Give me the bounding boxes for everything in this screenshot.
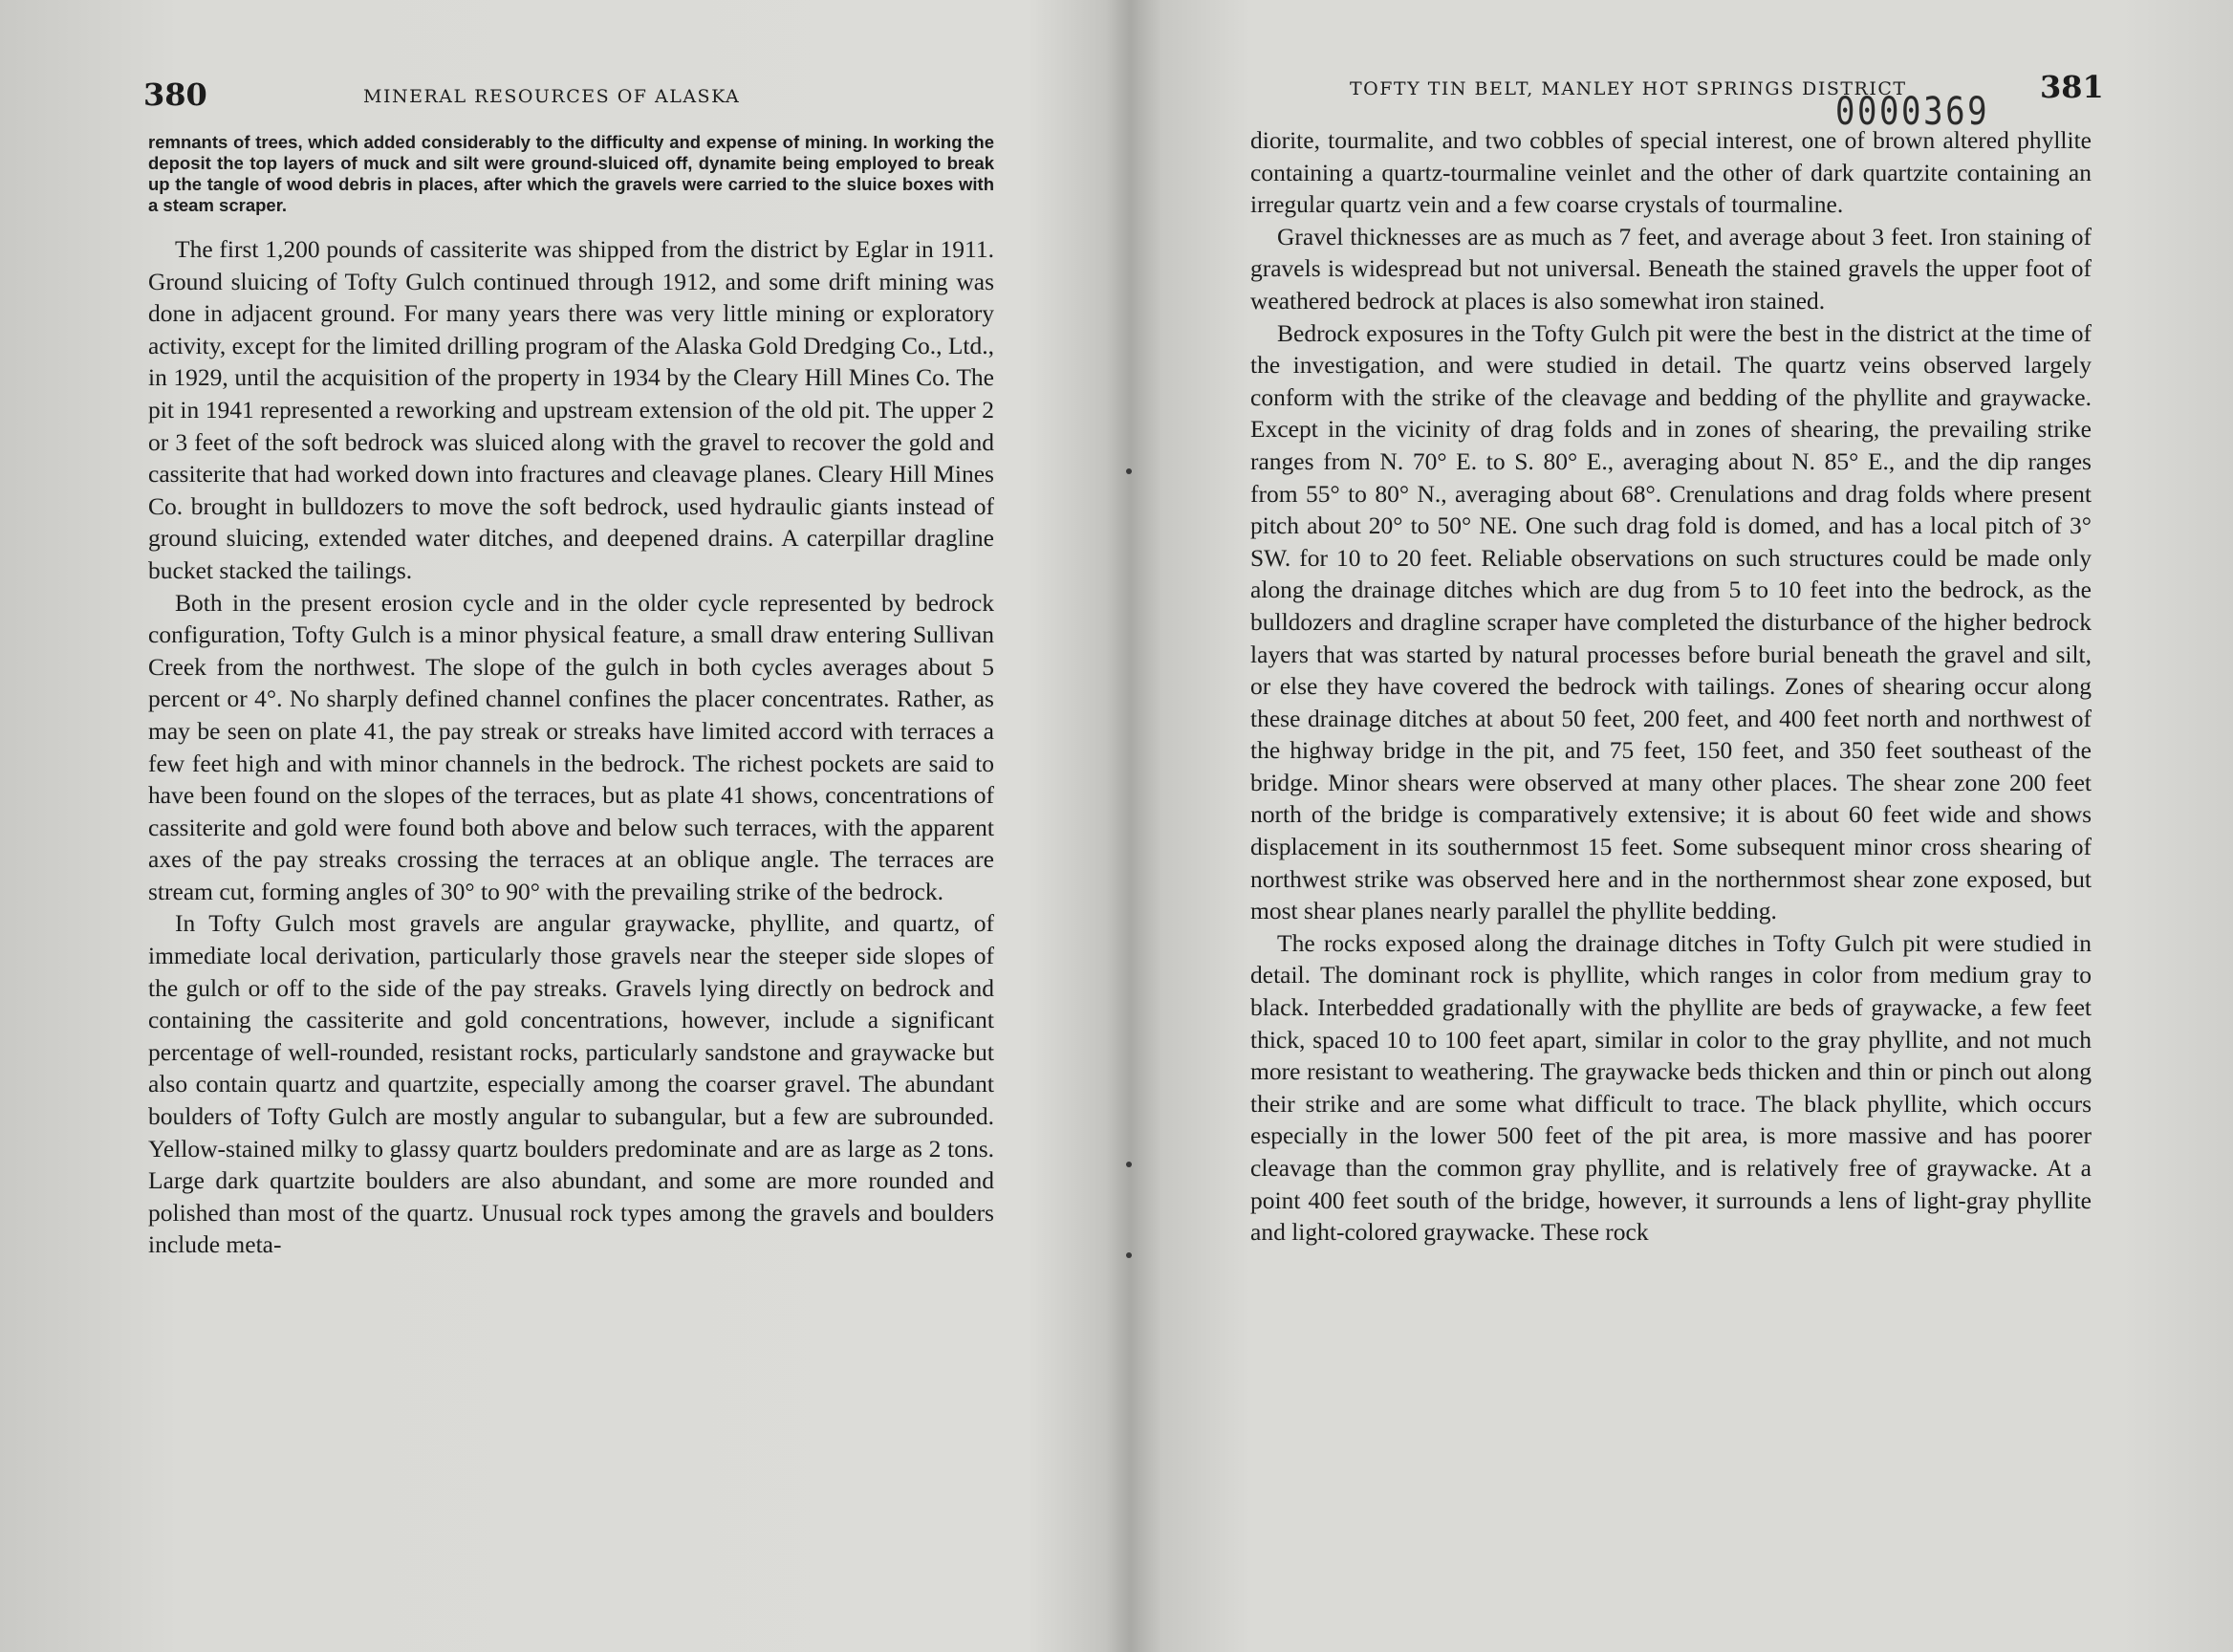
archive-stamp: 0000369	[1835, 90, 1990, 134]
page-number: 381	[2040, 69, 2104, 105]
right-page	[1116, 0, 2233, 1652]
binding-mark	[1126, 468, 1132, 474]
footnote-block: remnants of trees, which added considerably to the difficulty and expense of mining. In working the deposit the top layers of muck and silt were ground-sluiced off, dynamite being employed to break up the tangle of wood debris in places, after which the gravels were carried to the sluice boxes with a steam scraper.	[148, 132, 994, 215]
paragraph: The first 1,200 pounds of cassiterite was shipped from the district by Eglar in 1911. Ground sluicing of Tofty Gulch continued through 1912, and some drift mining was done in adjacent ground. For many years there was very little mining or exploratory activity, except for the limited drilling program of the Alaska Gold Dredging Co., Ltd., in 1929, until the acquisition of the property in 1934 by the Cleary Hill Mines Co. The pit in 1941 represented a reworking and upstream extension of the old pit. The upper 2 or 3 feet of the soft bedrock was sluiced along with the gravel to recover the gold and cassiterite that had worked down into fractures and cleavage planes. Cleary Hill Mines Co. brought in bulldozers to move the soft bedrock, used hydraulic giants instead of ground sluicing, extended water ditches, and deepened drains. A caterpillar dragline bucket stacked the tailings.	[148, 235, 994, 584]
paragraph: Gravel thicknesses are as much as 7 feet, and average about 3 feet. Iron staining of gravels is widespread but not universal. Beneath the stained gravels the upper foot of weathered bedrock at places is also somewhat iron stained.	[1250, 222, 2092, 315]
left-page	[0, 0, 1116, 1652]
binding-mark	[1126, 1162, 1132, 1167]
right-page-body	[1250, 124, 2092, 1249]
paragraph: In Tofty Gulch most gravels are angular graywacke, phyllite, and quartz, of immediate local derivation, particularly those gravels near the steeper side slopes of the gulch or off to the side of the pay streaks. Gravels lying directly on bedrock and containing the cassiterite and gold concentrations, however, include a significant percentage of well-rounded, resistant rocks, particularly sandstone and graywacke but also contain quartz and quartzite, especially among the coarser gravel. The abundant boulders of Tofty Gulch are mostly angular to subangular, but a few are subrounded. Yellow-stained milky to glassy quartz boulders predominate and are as large as 2 tons. Large dark quartzite boulders are also abundant, and some are more rounded and polished than most of the quartz. Unusual rock types among the gravels and boulders include meta-	[148, 909, 994, 1259]
binding-mark	[1126, 1252, 1132, 1258]
running-head: MINERAL RESOURCES OF ALASKA	[363, 86, 741, 107]
page-number: 380	[143, 76, 207, 113]
paragraph: The rocks exposed along the drainage ditches in Tofty Gulch pit were studied in detail. The dominant rock is phyllite, which ranges in color from medium gray to black. Interbedded gradationally with the phyllite are beds of graywacke, a few feet thick, spaced 10 to 100 feet apart, similar in color to the gray phyllite, and not much more resistant to weathering. The graywacke beds thicken and thin or pinch out along their strike and are some what difficult to trace. The black phyllite, which occurs especially in the lower 500 feet of the pit area, is more massive and has poorer cleavage than the common gray phyllite, and is relatively free of graywacke. At a point 400 feet south of the bridge, however, it surrounds a lens of light-gray phyllite and light-colored graywacke. These rock	[1250, 928, 2092, 1247]
left-page-body	[148, 132, 994, 1261]
paragraph: diorite, tourmalite, and two cobbles of special interest, one of brown altered phyllite containing a quartz-tourmaline veinlet and the other of dark quartzite containing an irregular quartz vein and a few coarse crystals of tourmaline.	[1250, 126, 2092, 219]
paragraph: Both in the present erosion cycle and in the older cycle represented by bedrock configuration, Tofty Gulch is a minor physical feature, a small draw entering Sullivan Creek from the northwest. The slope of the gulch in both cycles averages about 5 percent or 4°. No sharply defined channel confines the placer concentrates. Rather, as may be seen on plate 41, the pay streak or streaks have limited accord with terraces a few feet high and with minor channels in the bedrock. The richest pockets are said to have been found on the slopes of the terraces, but as plate 41 shows, concentrations of cassiterite and gold were found both above and below such terraces, with the apparent axes of the pay streaks crossing the terraces at an oblique angle. The terraces are stream cut, forming angles of 30° to 90° with the prevailing strike of the bedrock.	[148, 588, 994, 905]
running-head: TOFTY TIN BELT, MANLEY HOT SPRINGS DISTRICT	[1350, 78, 1907, 99]
paragraph: Bedrock exposures in the Tofty Gulch pit were the best in the district at the time of the investigation, and were studied in detail. The quartz veins observed largely conform with the strike of the cleavage and bedding of the phyllite and graywacke. Except in the vicinity of drag folds and in zones of shearing, the prevailing strike ranges from N. 70° E. to S. 80° E., averaging about N. 85° E., and the dip ranges from 55° to 80° N., averaging about 68°. Crenulations and drag folds where present pitch about 20° to 50° NE. One such drag fold is domed, and has a local pitch of 3° SW. for 10 to 20 feet. Reliable observations on such structures could be made only along the drainage ditches which are dug from 5 to 10 feet into the bedrock, as the bulldozers and dragline scraper have completed the disturbance of the higher bedrock layers that was started by natural processes before burial beneath the gravel and silt, or else they have covered the bedrock with tailings. Zones of shearing occur along these drainage ditches at about 50 feet, 200 feet, and 400 feet north and northwest of the highway bridge in the pit, and 75 feet, 150 feet, and 350 feet southeast of the bridge. Minor shears were observed at many other places. The shear zone 200 feet north of the bridge is comparatively extensive; it is about 60 feet wide and shows displacement in its southernmost 15 feet. Some subsequent minor cross shearing of northwest strike was observed here and in the northernmost shear zone exposed, but most shear planes nearly parallel the phyllite bedding.	[1250, 318, 2092, 925]
